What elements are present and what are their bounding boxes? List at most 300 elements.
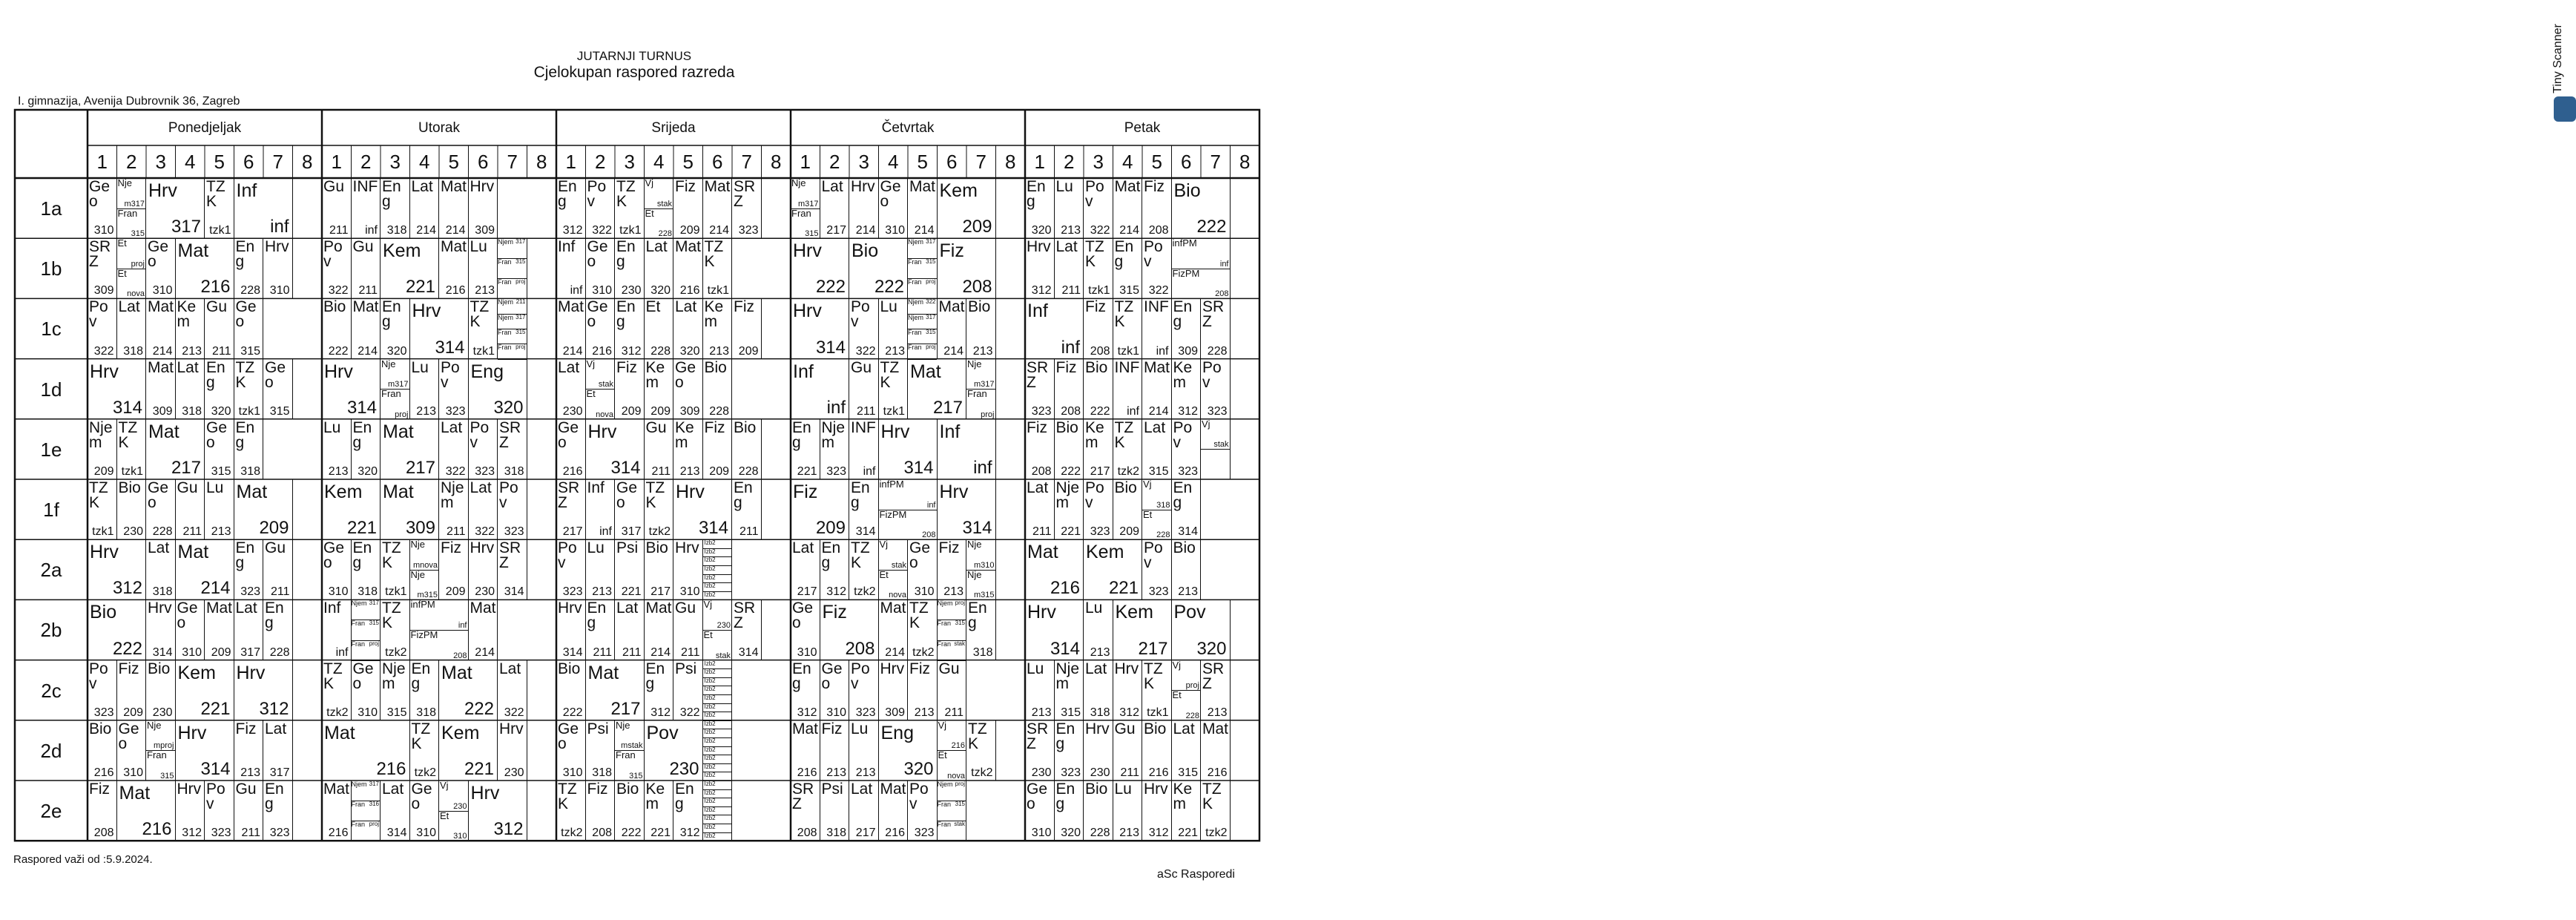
lesson-cell[interactable]: [263, 359, 293, 419]
lesson-cell[interactable]: [1201, 720, 1231, 781]
lesson-cell[interactable]: [205, 479, 234, 539]
lesson-cell[interactable]: [732, 298, 762, 358]
lesson-cell[interactable]: [615, 781, 645, 841]
lesson-cell[interactable]: [645, 238, 674, 298]
lesson-cell[interactable]: [849, 479, 879, 539]
lesson-cell[interactable]: [263, 539, 293, 599]
lesson-cell[interactable]: [498, 660, 527, 720]
lesson-cell[interactable]: [352, 419, 381, 479]
lesson-cell[interactable]: [938, 178, 996, 238]
lesson-cell[interactable]: [820, 781, 850, 841]
lesson-cell[interactable]: [1172, 298, 1202, 358]
lesson-cell[interactable]: [88, 539, 146, 599]
lesson-cell[interactable]: [966, 359, 996, 419]
lesson-cell[interactable]: [556, 298, 586, 358]
lesson-cell[interactable]: [234, 178, 293, 238]
lesson-cell[interactable]: [146, 178, 205, 238]
lesson-cell[interactable]: [381, 298, 410, 358]
lesson-cell[interactable]: [498, 539, 527, 599]
lesson-cell[interactable]: [966, 539, 996, 599]
lesson-cell[interactable]: [439, 479, 469, 539]
lesson-cell[interactable]: [234, 599, 264, 660]
lesson-cell[interactable]: [1025, 359, 1055, 419]
lesson-cell[interactable]: [879, 599, 909, 660]
lesson-cell[interactable]: [849, 660, 879, 720]
lesson-cell[interactable]: [117, 298, 147, 358]
lesson-cell[interactable]: [586, 479, 616, 539]
lesson-cell[interactable]: [498, 419, 527, 479]
lesson-cell[interactable]: [1172, 479, 1202, 539]
lesson-cell[interactable]: [381, 539, 410, 599]
lesson-cell[interactable]: [879, 660, 909, 720]
lesson-cell[interactable]: [1084, 660, 1113, 720]
lesson-cell[interactable]: [791, 238, 849, 298]
lesson-cell[interactable]: [381, 660, 410, 720]
lesson-cell[interactable]: [791, 720, 820, 781]
lesson-cell[interactable]: [703, 660, 733, 720]
lesson-cell[interactable]: [117, 781, 176, 841]
lesson-cell[interactable]: [410, 359, 440, 419]
lesson-cell[interactable]: [938, 781, 967, 841]
lesson-cell[interactable]: [849, 419, 879, 479]
lesson-cell[interactable]: [88, 359, 146, 419]
lesson-cell[interactable]: [938, 660, 967, 720]
lesson-cell[interactable]: [205, 178, 234, 238]
lesson-cell[interactable]: [498, 298, 527, 358]
lesson-cell[interactable]: [322, 238, 352, 298]
lesson-cell[interactable]: [146, 599, 176, 660]
lesson-cell[interactable]: [556, 479, 586, 539]
lesson-cell[interactable]: [1025, 178, 1055, 238]
lesson-cell[interactable]: [703, 419, 733, 479]
lesson-cell[interactable]: [645, 781, 674, 841]
lesson-cell[interactable]: [439, 660, 498, 720]
lesson-cell[interactable]: [645, 660, 674, 720]
lesson-cell[interactable]: [117, 238, 147, 298]
lesson-cell[interactable]: [381, 238, 439, 298]
lesson-cell[interactable]: [88, 238, 117, 298]
lesson-cell[interactable]: [1055, 419, 1084, 479]
lesson-cell[interactable]: [673, 781, 703, 841]
lesson-cell[interactable]: [586, 599, 616, 660]
lesson-cell[interactable]: [1172, 359, 1202, 419]
lesson-cell[interactable]: [1201, 660, 1231, 720]
lesson-cell[interactable]: [146, 660, 176, 720]
lesson-cell[interactable]: [645, 359, 674, 419]
lesson-cell[interactable]: [1113, 178, 1143, 238]
lesson-cell[interactable]: [703, 298, 733, 358]
lesson-cell[interactable]: [791, 298, 849, 358]
lesson-cell[interactable]: [586, 660, 645, 720]
lesson-cell[interactable]: [146, 419, 205, 479]
lesson-cell[interactable]: [1142, 178, 1172, 238]
lesson-cell[interactable]: [1113, 599, 1172, 660]
lesson-cell[interactable]: [645, 178, 674, 238]
lesson-cell[interactable]: [791, 419, 820, 479]
lesson-cell[interactable]: [1084, 238, 1113, 298]
lesson-cell[interactable]: [879, 720, 938, 781]
lesson-cell[interactable]: [615, 238, 645, 298]
lesson-cell[interactable]: [732, 419, 762, 479]
lesson-cell[interactable]: [586, 178, 616, 238]
lesson-cell[interactable]: [1201, 298, 1231, 358]
lesson-cell[interactable]: [1055, 660, 1084, 720]
lesson-cell[interactable]: [176, 720, 234, 781]
lesson-cell[interactable]: [1142, 298, 1172, 358]
lesson-cell[interactable]: [263, 238, 293, 298]
lesson-cell[interactable]: [1113, 359, 1143, 419]
lesson-cell[interactable]: [1025, 298, 1084, 358]
lesson-cell[interactable]: [146, 298, 176, 358]
lesson-cell[interactable]: [381, 479, 439, 539]
lesson-cell[interactable]: [1055, 178, 1084, 238]
lesson-cell[interactable]: [673, 599, 703, 660]
lesson-cell[interactable]: [791, 660, 820, 720]
lesson-cell[interactable]: [586, 419, 645, 479]
lesson-cell[interactable]: [117, 720, 147, 781]
lesson-cell[interactable]: [938, 419, 996, 479]
lesson-cell[interactable]: [586, 298, 616, 358]
lesson-cell[interactable]: [234, 419, 264, 479]
lesson-cell[interactable]: [439, 781, 469, 841]
lesson-cell[interactable]: [1084, 720, 1113, 781]
lesson-cell[interactable]: [410, 298, 469, 358]
lesson-cell[interactable]: [1172, 419, 1202, 479]
lesson-cell[interactable]: [791, 539, 820, 599]
lesson-cell[interactable]: [703, 720, 733, 781]
lesson-cell[interactable]: [1142, 359, 1172, 419]
lesson-cell[interactable]: [849, 238, 908, 298]
lesson-cell[interactable]: [322, 720, 410, 781]
lesson-cell[interactable]: [820, 720, 850, 781]
lesson-cell[interactable]: [615, 479, 645, 539]
lesson-cell[interactable]: [381, 781, 410, 841]
lesson-cell[interactable]: [938, 599, 967, 660]
lesson-cell[interactable]: [938, 720, 967, 781]
lesson-cell[interactable]: [322, 781, 352, 841]
lesson-cell[interactable]: [556, 720, 586, 781]
lesson-cell[interactable]: [352, 238, 381, 298]
lesson-cell[interactable]: [849, 298, 879, 358]
lesson-cell[interactable]: [322, 539, 352, 599]
lesson-cell[interactable]: [176, 599, 205, 660]
lesson-cell[interactable]: [1084, 539, 1142, 599]
lesson-cell[interactable]: [234, 720, 264, 781]
lesson-cell[interactable]: [645, 479, 674, 539]
lesson-cell[interactable]: [732, 479, 762, 539]
lesson-cell[interactable]: [176, 479, 205, 539]
lesson-cell[interactable]: [117, 178, 147, 238]
lesson-cell[interactable]: [908, 238, 938, 298]
lesson-cell[interactable]: [849, 178, 879, 238]
lesson-cell[interactable]: [645, 599, 674, 660]
lesson-cell[interactable]: [1055, 238, 1084, 298]
lesson-cell[interactable]: [176, 539, 234, 599]
lesson-cell[interactable]: [615, 720, 645, 781]
lesson-cell[interactable]: [879, 539, 909, 599]
lesson-cell[interactable]: [146, 479, 176, 539]
lesson-cell[interactable]: [1025, 781, 1055, 841]
lesson-cell[interactable]: [586, 720, 616, 781]
lesson-cell[interactable]: [820, 539, 850, 599]
lesson-cell[interactable]: [1172, 599, 1231, 660]
lesson-cell[interactable]: [556, 599, 586, 660]
lesson-cell[interactable]: [849, 720, 879, 781]
lesson-cell[interactable]: [615, 599, 645, 660]
lesson-cell[interactable]: [938, 298, 967, 358]
lesson-cell[interactable]: [820, 599, 879, 660]
lesson-cell[interactable]: [352, 298, 381, 358]
lesson-cell[interactable]: [908, 781, 938, 841]
lesson-cell[interactable]: [381, 419, 439, 479]
lesson-cell[interactable]: [439, 539, 469, 599]
lesson-cell[interactable]: [322, 359, 381, 419]
lesson-cell[interactable]: [117, 479, 147, 539]
lesson-cell[interactable]: [703, 178, 733, 238]
lesson-cell[interactable]: [88, 419, 117, 479]
lesson-cell[interactable]: [879, 298, 909, 358]
lesson-cell[interactable]: [556, 178, 586, 238]
lesson-cell[interactable]: [439, 238, 469, 298]
lesson-cell[interactable]: [966, 298, 996, 358]
lesson-cell[interactable]: [176, 781, 205, 841]
lesson-cell[interactable]: [146, 359, 176, 419]
lesson-cell[interactable]: [88, 660, 117, 720]
lesson-cell[interactable]: [908, 660, 938, 720]
lesson-cell[interactable]: [176, 359, 205, 419]
lesson-cell[interactable]: [469, 298, 498, 358]
lesson-cell[interactable]: [645, 539, 674, 599]
lesson-cell[interactable]: [117, 660, 147, 720]
lesson-cell[interactable]: [1142, 479, 1172, 539]
lesson-cell[interactable]: [820, 178, 850, 238]
lesson-cell[interactable]: [498, 479, 527, 539]
lesson-cell[interactable]: [820, 419, 850, 479]
lesson-cell[interactable]: [381, 178, 410, 238]
lesson-cell[interactable]: [1201, 419, 1231, 479]
lesson-cell[interactable]: [1142, 238, 1172, 298]
lesson-cell[interactable]: [1172, 781, 1202, 841]
lesson-cell[interactable]: [1113, 479, 1143, 539]
lesson-cell[interactable]: [322, 298, 352, 358]
lesson-cell[interactable]: [176, 660, 234, 720]
lesson-cell[interactable]: [1055, 359, 1084, 419]
lesson-cell[interactable]: [263, 720, 293, 781]
lesson-cell[interactable]: [1142, 539, 1172, 599]
lesson-cell[interactable]: [1201, 781, 1231, 841]
lesson-cell[interactable]: [556, 238, 586, 298]
lesson-cell[interactable]: [117, 419, 147, 479]
lesson-cell[interactable]: [322, 599, 352, 660]
lesson-cell[interactable]: [1025, 539, 1084, 599]
lesson-cell[interactable]: [352, 599, 381, 660]
lesson-cell[interactable]: [673, 479, 732, 539]
lesson-cell[interactable]: [1172, 660, 1202, 720]
lesson-cell[interactable]: [1084, 781, 1113, 841]
lesson-cell[interactable]: [439, 359, 469, 419]
lesson-cell[interactable]: [556, 419, 586, 479]
lesson-cell[interactable]: [645, 298, 674, 358]
lesson-cell[interactable]: [879, 479, 938, 539]
lesson-cell[interactable]: [381, 359, 410, 419]
lesson-cell[interactable]: [849, 539, 879, 599]
lesson-cell[interactable]: [498, 238, 527, 298]
lesson-cell[interactable]: [469, 781, 527, 841]
lesson-cell[interactable]: [88, 298, 117, 358]
lesson-cell[interactable]: [234, 660, 293, 720]
lesson-cell[interactable]: [703, 599, 733, 660]
lesson-cell[interactable]: [703, 781, 733, 841]
lesson-cell[interactable]: [439, 720, 498, 781]
lesson-cell[interactable]: [1142, 419, 1172, 479]
lesson-cell[interactable]: [703, 539, 733, 599]
lesson-cell[interactable]: [1172, 238, 1231, 298]
lesson-cell[interactable]: [791, 781, 820, 841]
lesson-cell[interactable]: [791, 479, 849, 539]
lesson-cell[interactable]: [615, 298, 645, 358]
lesson-cell[interactable]: [88, 720, 117, 781]
lesson-cell[interactable]: [879, 178, 909, 238]
lesson-cell[interactable]: [673, 298, 703, 358]
lesson-cell[interactable]: [1025, 599, 1084, 660]
lesson-cell[interactable]: [88, 178, 117, 238]
lesson-cell[interactable]: [879, 781, 909, 841]
lesson-cell[interactable]: [673, 178, 703, 238]
lesson-cell[interactable]: [205, 599, 234, 660]
lesson-cell[interactable]: [322, 479, 381, 539]
lesson-cell[interactable]: [498, 720, 527, 781]
lesson-cell[interactable]: [1084, 479, 1113, 539]
lesson-cell[interactable]: [586, 539, 616, 599]
lesson-cell[interactable]: [176, 238, 234, 298]
lesson-cell[interactable]: [410, 539, 440, 599]
lesson-cell[interactable]: [410, 178, 440, 238]
lesson-cell[interactable]: [908, 178, 938, 238]
lesson-cell[interactable]: [791, 599, 820, 660]
lesson-cell[interactable]: [469, 238, 498, 298]
lesson-cell[interactable]: [938, 539, 967, 599]
lesson-cell[interactable]: [469, 419, 498, 479]
lesson-cell[interactable]: [586, 781, 616, 841]
lesson-cell[interactable]: [908, 359, 966, 419]
lesson-cell[interactable]: [176, 298, 205, 358]
lesson-cell[interactable]: [703, 359, 733, 419]
lesson-cell[interactable]: [673, 238, 703, 298]
lesson-cell[interactable]: [615, 178, 645, 238]
lesson-cell[interactable]: [1172, 720, 1202, 781]
lesson-cell[interactable]: [322, 419, 352, 479]
lesson-cell[interactable]: [1113, 720, 1143, 781]
lesson-cell[interactable]: [966, 599, 996, 660]
lesson-cell[interactable]: [879, 419, 938, 479]
lesson-cell[interactable]: [1113, 238, 1143, 298]
lesson-cell[interactable]: [205, 359, 234, 419]
lesson-cell[interactable]: [938, 238, 996, 298]
lesson-cell[interactable]: [1055, 781, 1084, 841]
lesson-cell[interactable]: [1084, 298, 1113, 358]
lesson-cell[interactable]: [1113, 419, 1143, 479]
lesson-cell[interactable]: [1025, 238, 1055, 298]
lesson-cell[interactable]: [1025, 419, 1055, 479]
lesson-cell[interactable]: [556, 539, 586, 599]
lesson-cell[interactable]: [1172, 178, 1231, 238]
lesson-cell[interactable]: [88, 781, 117, 841]
lesson-cell[interactable]: [1113, 660, 1143, 720]
lesson-cell[interactable]: [615, 539, 645, 599]
lesson-cell[interactable]: [673, 419, 703, 479]
lesson-cell[interactable]: [1113, 781, 1143, 841]
lesson-cell[interactable]: [556, 359, 586, 419]
lesson-cell[interactable]: [1172, 539, 1202, 599]
lesson-cell[interactable]: [1055, 479, 1084, 539]
lesson-cell[interactable]: [1084, 178, 1113, 238]
lesson-cell[interactable]: [469, 599, 498, 660]
lesson-cell[interactable]: [908, 298, 938, 358]
lesson-cell[interactable]: [234, 539, 264, 599]
lesson-cell[interactable]: [1025, 720, 1055, 781]
lesson-cell[interactable]: [146, 539, 176, 599]
lesson-cell[interactable]: [1025, 660, 1055, 720]
lesson-cell[interactable]: [469, 178, 498, 238]
lesson-cell[interactable]: [322, 660, 352, 720]
lesson-cell[interactable]: [1025, 479, 1055, 539]
lesson-cell[interactable]: [791, 359, 849, 419]
lesson-cell[interactable]: [556, 781, 586, 841]
lesson-cell[interactable]: [410, 781, 440, 841]
lesson-cell[interactable]: [1055, 720, 1084, 781]
lesson-cell[interactable]: [439, 178, 469, 238]
lesson-cell[interactable]: [352, 660, 381, 720]
lesson-cell[interactable]: [732, 178, 762, 238]
lesson-cell[interactable]: [879, 359, 909, 419]
lesson-cell[interactable]: [352, 178, 381, 238]
lesson-cell[interactable]: [1142, 781, 1172, 841]
lesson-cell[interactable]: [820, 660, 850, 720]
lesson-cell[interactable]: [1142, 660, 1172, 720]
lesson-cell[interactable]: [88, 479, 117, 539]
lesson-cell[interactable]: [205, 419, 234, 479]
lesson-cell[interactable]: [1084, 359, 1113, 419]
lesson-cell[interactable]: [673, 359, 703, 419]
lesson-cell[interactable]: [615, 359, 645, 419]
lesson-cell[interactable]: [673, 660, 703, 720]
lesson-cell[interactable]: [352, 539, 381, 599]
lesson-cell[interactable]: [1201, 359, 1231, 419]
lesson-cell[interactable]: [234, 359, 264, 419]
lesson-cell[interactable]: [205, 298, 234, 358]
lesson-cell[interactable]: [410, 720, 440, 781]
lesson-cell[interactable]: [146, 238, 176, 298]
lesson-cell[interactable]: [966, 720, 996, 781]
lesson-cell[interactable]: [234, 298, 264, 358]
lesson-cell[interactable]: [1084, 419, 1113, 479]
lesson-cell[interactable]: [1142, 720, 1172, 781]
lesson-cell[interactable]: [849, 359, 879, 419]
lesson-cell[interactable]: [586, 238, 616, 298]
lesson-cell[interactable]: [703, 238, 733, 298]
lesson-cell[interactable]: [645, 419, 674, 479]
lesson-cell[interactable]: [469, 479, 498, 539]
lesson-cell[interactable]: [322, 178, 352, 238]
lesson-cell[interactable]: [205, 781, 234, 841]
lesson-cell[interactable]: [908, 539, 938, 599]
lesson-cell[interactable]: [908, 599, 938, 660]
lesson-cell[interactable]: [556, 660, 586, 720]
lesson-cell[interactable]: [146, 720, 176, 781]
lesson-cell[interactable]: [938, 479, 996, 539]
lesson-cell[interactable]: [469, 539, 498, 599]
lesson-cell[interactable]: [88, 599, 146, 660]
